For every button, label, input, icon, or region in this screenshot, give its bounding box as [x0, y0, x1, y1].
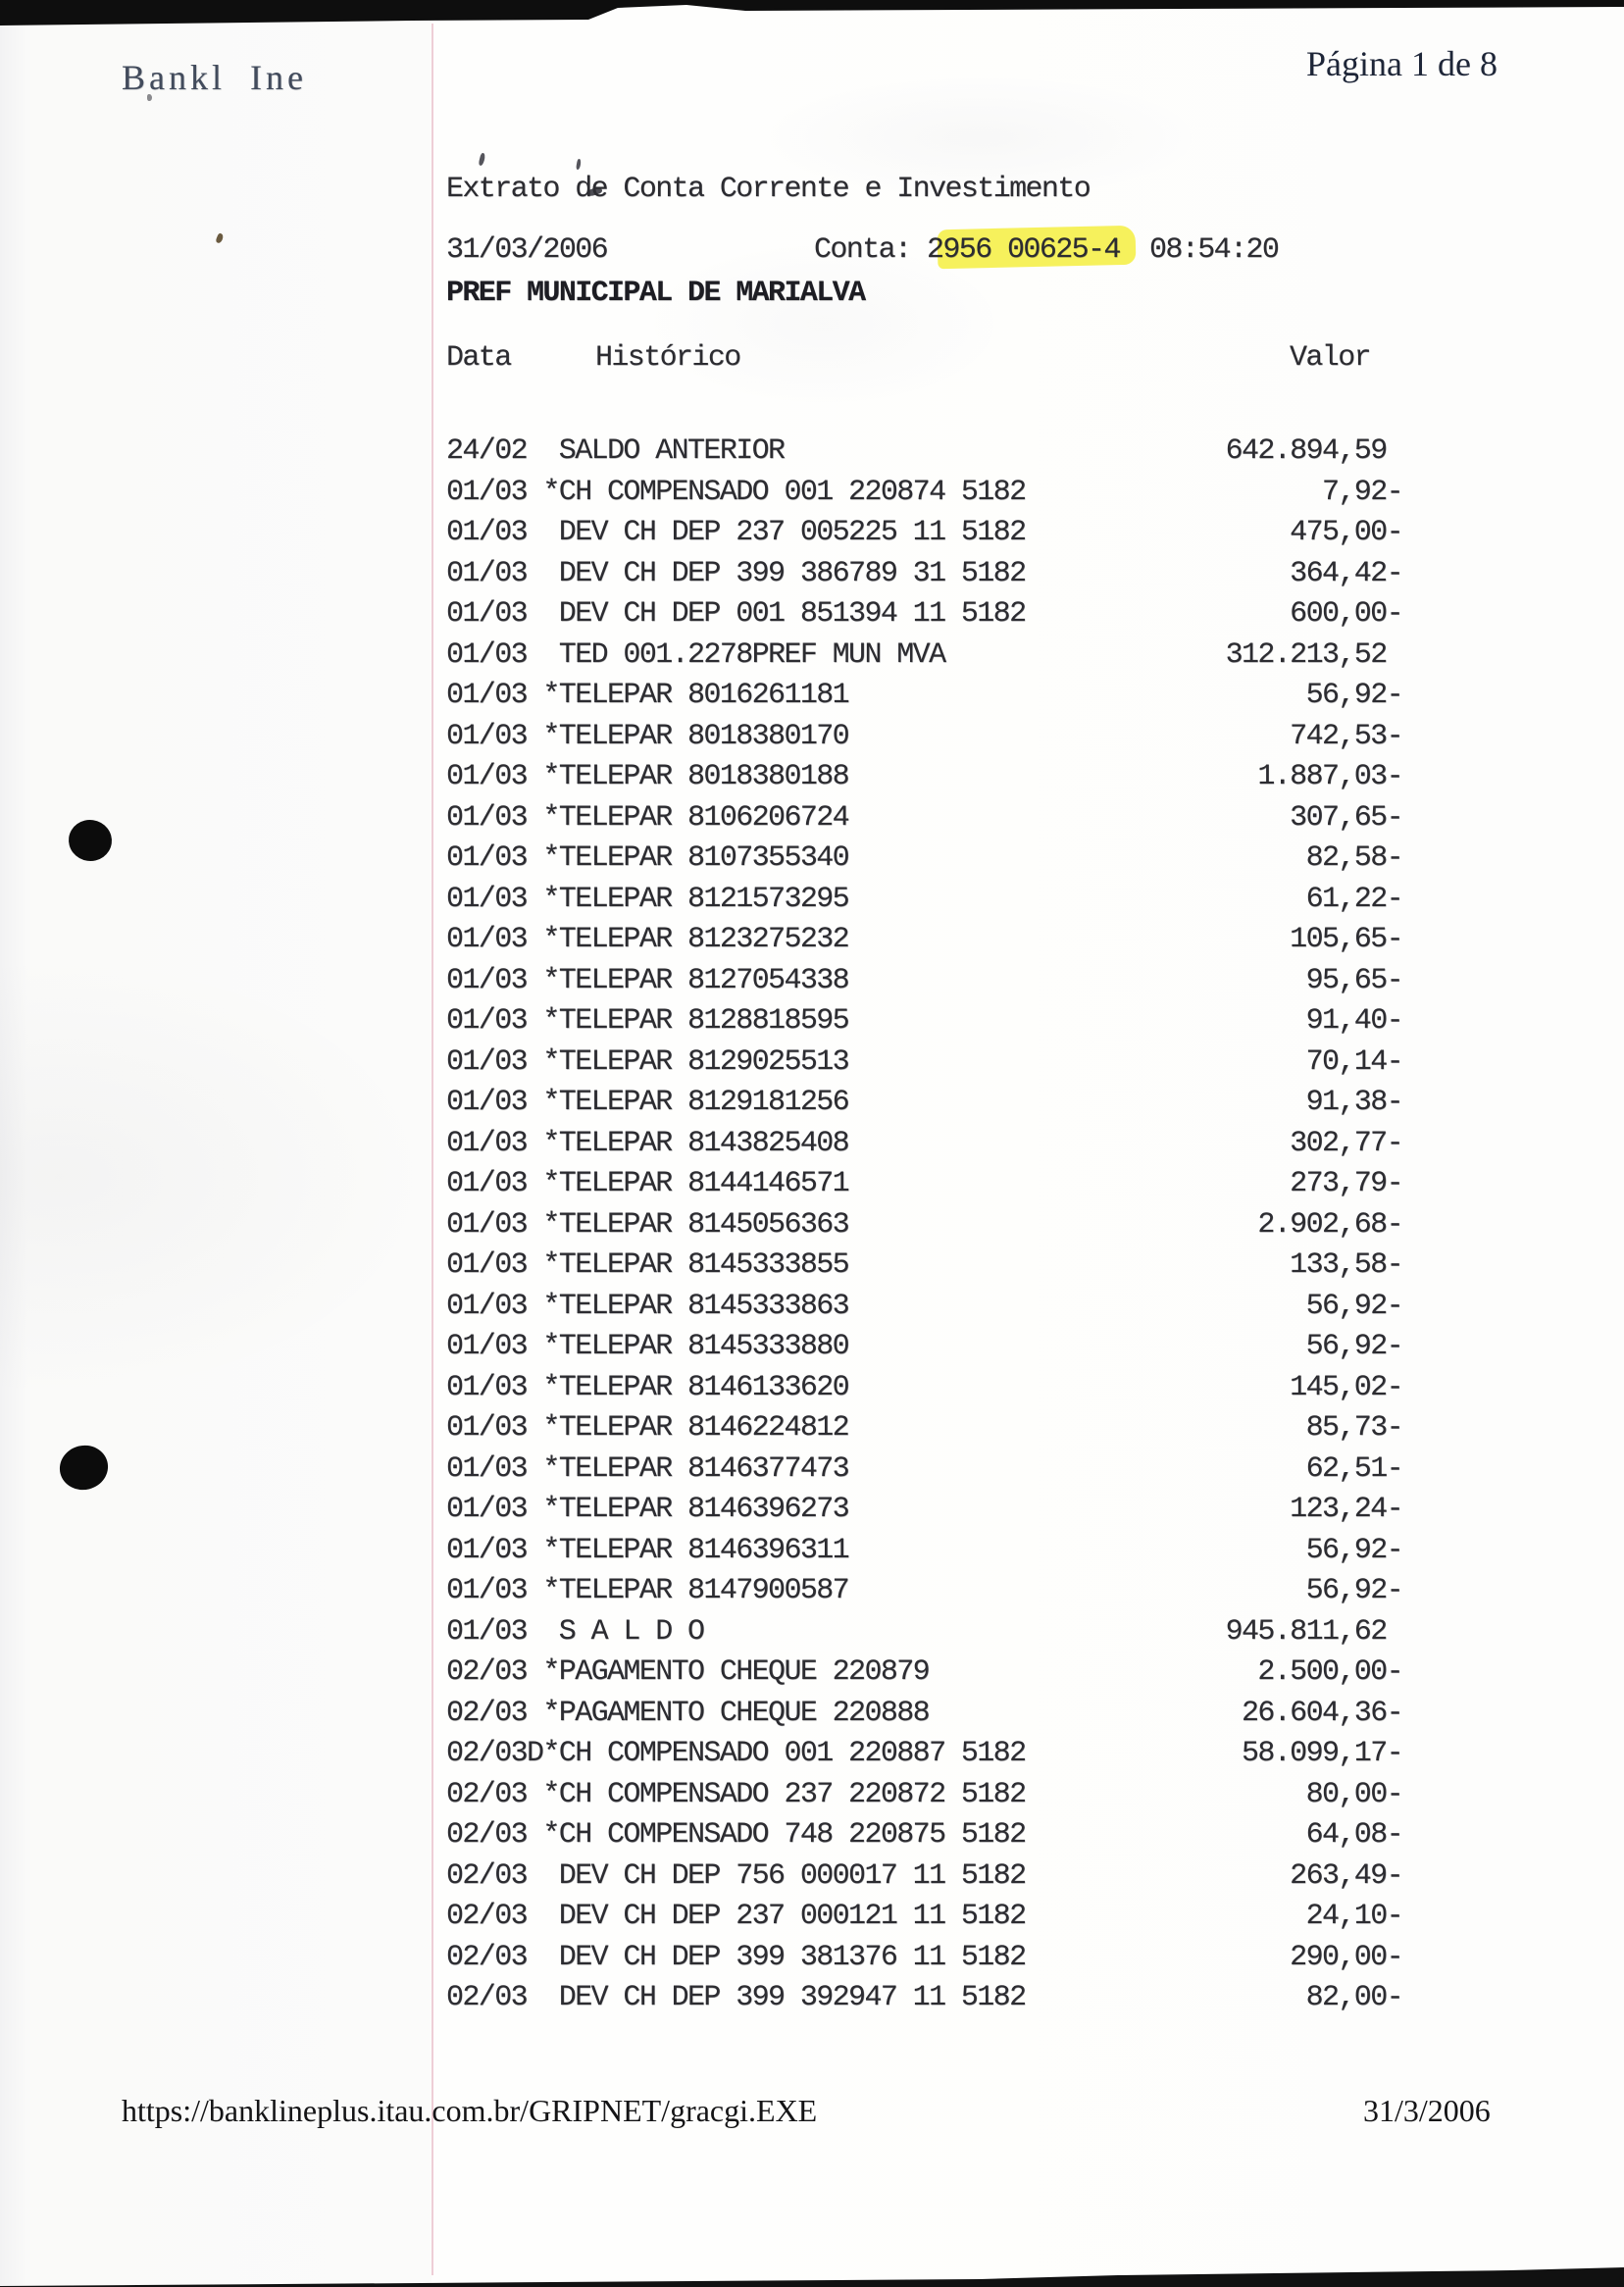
transaction-description: SALDO ANTERIOR	[527, 434, 785, 468]
transaction-description: *TELEPAR 8146133620	[527, 1370, 849, 1404]
transaction-description: *TELEPAR 8129025513	[527, 1044, 849, 1079]
column-header-data: Data	[446, 341, 511, 375]
table-row	[446, 964, 1402, 1001]
table-row	[446, 1655, 1402, 1693]
table-row	[446, 1004, 1402, 1042]
transaction-description: D*CH COMPENSADO 001 220887 5182	[527, 1737, 1026, 1770]
table-row	[446, 638, 1402, 676]
transaction-description: *CH COMPENSADO 237 220872 5182	[527, 1777, 1026, 1811]
table-row	[446, 1493, 1402, 1530]
statement-time: 08:54:20	[1149, 233, 1279, 267]
transaction-description: DEV CH DEP 399 392947 11 5182	[527, 1981, 1026, 2014]
scan-speck	[576, 159, 582, 171]
table-row	[446, 1941, 1402, 1978]
transaction-description: *TELEPAR 8018380188	[527, 760, 849, 793]
transaction-description: *TELEPAR 8106206724	[527, 800, 849, 835]
transaction-value: 600,00-	[1290, 597, 1402, 631]
table-row	[446, 883, 1402, 920]
transaction-description: *TELEPAR 8145333855	[527, 1248, 849, 1282]
transaction-value: 58.099,17-	[1241, 1737, 1402, 1770]
transaction-description: *TELEPAR 8145056363	[527, 1207, 849, 1242]
transaction-date: 02/03	[446, 1940, 528, 1974]
transaction-date: 01/03	[446, 1044, 528, 1079]
table-row	[446, 434, 1402, 472]
transaction-description: *TELEPAR 8016261181	[527, 679, 849, 712]
table-row	[446, 557, 1402, 594]
table-row	[446, 1371, 1402, 1408]
print-date: 31/3/2006	[1363, 2093, 1491, 2128]
transaction-date: 01/03	[446, 1614, 528, 1649]
transaction-description: *PAGAMENTO CHEQUE 220879	[527, 1655, 930, 1689]
transaction-value: 364,42-	[1290, 556, 1402, 590]
column-header-valor: Valor	[1290, 341, 1371, 375]
column-header-historico: Histórico	[595, 341, 740, 375]
transaction-date: 01/03	[446, 556, 528, 590]
bankline-logo: Bankl Ine	[122, 58, 307, 97]
transaction-value: 56,92-	[1305, 679, 1402, 712]
table-row	[446, 1900, 1402, 1937]
transaction-date: 02/03	[446, 1858, 528, 1893]
transaction-value: 56,92-	[1305, 1533, 1402, 1567]
table-row	[446, 1534, 1402, 1571]
transaction-value: 70,14-	[1305, 1044, 1402, 1079]
transaction-value: 307,65-	[1290, 800, 1402, 835]
transaction-date: 01/03	[446, 1207, 528, 1242]
transaction-date: 01/03	[446, 1004, 528, 1038]
transaction-date: 01/03	[446, 1533, 528, 1567]
transaction-date: 01/03	[446, 1493, 528, 1526]
table-row	[446, 476, 1402, 513]
transaction-value: 91,38-	[1305, 1086, 1402, 1119]
transaction-date: 02/03	[446, 1655, 528, 1689]
table-row	[446, 1045, 1402, 1083]
transaction-date: 01/03	[446, 597, 528, 631]
transaction-description: *PAGAMENTO CHEQUE 220888	[527, 1696, 930, 1730]
statement-title: Extrato de Conta Corrente e Investimento	[446, 173, 1091, 206]
transaction-date: 01/03	[446, 841, 528, 875]
transaction-date: 01/03	[446, 1330, 528, 1363]
transaction-value: 61,22-	[1305, 882, 1402, 916]
transaction-description: *TELEPAR 8146396311	[527, 1533, 849, 1567]
transaction-value: 302,77-	[1290, 1126, 1402, 1160]
hole-punch-mark	[55, 1441, 113, 1496]
account-label: Conta:	[814, 233, 911, 267]
transaction-date: 01/03	[446, 923, 528, 956]
table-row	[446, 760, 1402, 797]
table-row	[446, 1737, 1402, 1774]
transaction-date: 01/03	[446, 1289, 528, 1323]
transaction-description: *TELEPAR 8123275232	[527, 923, 849, 956]
transaction-value: 642.894,59	[1225, 434, 1402, 468]
transaction-description: *TELEPAR 8146224812	[527, 1411, 849, 1445]
table-row	[446, 1330, 1402, 1367]
transaction-date: 02/03	[446, 1900, 528, 1933]
transaction-date: 01/03	[446, 475, 528, 509]
transaction-value: 2.902,68-	[1257, 1207, 1402, 1242]
transaction-description: DEV CH DEP 756 000017 11 5182	[527, 1858, 1026, 1893]
table-row	[446, 1697, 1402, 1734]
transaction-description: DEV CH DEP 399 386789 31 5182	[527, 556, 1026, 590]
transaction-value: 290,00-	[1290, 1940, 1402, 1974]
transaction-description: S A L D O	[527, 1614, 704, 1649]
transaction-value: 475,00-	[1290, 516, 1402, 549]
table-row	[446, 1778, 1402, 1815]
transaction-date: 01/03	[446, 760, 528, 793]
account-holder: PREF MUNICIPAL DE MARIALVA	[446, 277, 865, 310]
transaction-value: 64,08-	[1305, 1818, 1402, 1852]
table-row	[446, 720, 1402, 757]
transaction-description: *TELEPAR 8129181256	[527, 1086, 849, 1119]
transaction-value: 312.213,52	[1225, 637, 1402, 672]
transaction-value: 91,40-	[1305, 1004, 1402, 1038]
transaction-date: 01/03	[446, 1248, 528, 1282]
table-row	[446, 1981, 1402, 2018]
transaction-value: 742,53-	[1290, 719, 1402, 753]
transaction-date: 01/03	[446, 963, 528, 997]
transaction-value: 95,65-	[1305, 963, 1402, 997]
transaction-date: 01/03	[446, 1574, 528, 1607]
transaction-date: 02/03	[446, 1737, 528, 1770]
table-row	[446, 1411, 1402, 1448]
account-number: 2956 00625-4	[927, 233, 1120, 267]
transaction-date: 02/03	[446, 1818, 528, 1852]
transaction-value: 62,51-	[1305, 1451, 1402, 1486]
transaction-value: 945.811,62	[1225, 1614, 1402, 1649]
transaction-description: DEV CH DEP 399 381376 11 5182	[527, 1940, 1026, 1974]
scan-artifact-top-edge	[0, 0, 1624, 29]
transaction-date: 01/03	[446, 882, 528, 916]
transaction-date: 01/03	[446, 1167, 528, 1200]
transaction-description: DEV CH DEP 237 000121 11 5182	[527, 1900, 1026, 1933]
transaction-description: *TELEPAR 8144146571	[527, 1167, 849, 1200]
transaction-description: *TELEPAR 8143825408	[527, 1126, 849, 1160]
transaction-value: 56,92-	[1305, 1289, 1402, 1323]
transaction-date: 02/03	[446, 1981, 528, 2014]
transaction-description: *CH COMPENSADO 748 220875 5182	[527, 1818, 1026, 1852]
transaction-value: 82,58-	[1305, 841, 1402, 875]
transaction-value: 26.604,36-	[1241, 1696, 1402, 1730]
transaction-value: 105,65-	[1290, 923, 1402, 956]
source-url: https://banklineplus.itau.com.br/GRIPNET/gracgi.EXE	[122, 2093, 818, 2128]
transaction-description: *TELEPAR 8128818595	[527, 1004, 849, 1038]
table-row	[446, 1818, 1402, 1855]
scan-artifact-bottom-edge	[0, 2267, 1624, 2287]
table-row	[446, 679, 1402, 716]
transaction-description: DEV CH DEP 237 005225 11 5182	[527, 516, 1026, 549]
transaction-date: 01/03	[446, 1370, 528, 1404]
hole-punch-mark	[66, 817, 114, 864]
transaction-value: 263,49-	[1290, 1858, 1402, 1893]
table-row	[446, 1574, 1402, 1611]
transaction-value: 273,79-	[1290, 1167, 1402, 1200]
transaction-description: *TELEPAR 8147900587	[527, 1574, 849, 1607]
table-row	[446, 1167, 1402, 1204]
transaction-description: *TELEPAR 8127054338	[527, 963, 849, 997]
transaction-value: 133,58-	[1290, 1248, 1402, 1282]
table-row	[446, 1859, 1402, 1897]
transaction-date: 01/03	[446, 1411, 528, 1445]
table-row	[446, 1086, 1402, 1123]
table-row	[446, 923, 1402, 960]
page-indicator: Página 1 de 8	[1306, 44, 1497, 83]
transaction-description: *TELEPAR 8146396273	[527, 1493, 849, 1526]
transaction-description: *TELEPAR 8107355340	[527, 841, 849, 875]
statement-date: 31/03/2006	[446, 233, 608, 267]
transaction-description: *TELEPAR 8145333880	[527, 1330, 849, 1363]
transaction-value: 123,24-	[1290, 1493, 1402, 1526]
transaction-description: TED 001.2278PREF MUN MVA	[527, 637, 945, 672]
transaction-date: 02/03	[446, 1696, 528, 1730]
table-row	[446, 1615, 1402, 1652]
transaction-description: *TELEPAR 8145333863	[527, 1289, 849, 1323]
transaction-date: 01/03	[446, 516, 528, 549]
transaction-table	[446, 434, 1402, 2023]
transaction-value: 56,92-	[1305, 1574, 1402, 1607]
transaction-date: 02/03	[446, 1777, 528, 1811]
table-row	[446, 516, 1402, 553]
transaction-date: 01/03	[446, 637, 528, 672]
table-row	[446, 1127, 1402, 1164]
table-row	[446, 801, 1402, 839]
transaction-date: 24/02	[446, 434, 528, 468]
transaction-value: 1.887,03-	[1257, 760, 1402, 793]
transaction-description: *TELEPAR 8146377473	[527, 1451, 849, 1486]
transaction-description: *CH COMPENSADO 001 220874 5182	[527, 475, 1026, 509]
table-row	[446, 597, 1402, 635]
table-row	[446, 841, 1402, 879]
transaction-value: 2.500,00-	[1257, 1655, 1402, 1689]
scan-speck	[479, 153, 486, 167]
transaction-date: 01/03	[446, 719, 528, 753]
transaction-value: 85,73-	[1305, 1411, 1402, 1445]
transaction-value: 80,00-	[1305, 1777, 1402, 1811]
transaction-value: 24,10-	[1305, 1900, 1402, 1933]
transaction-description: DEV CH DEP 001 851394 11 5182	[527, 597, 1026, 631]
table-header	[0, 341, 1624, 381]
table-row	[446, 1248, 1402, 1286]
transaction-description: *TELEPAR 8018380170	[527, 719, 849, 753]
transaction-value: 82,00-	[1305, 1981, 1402, 2014]
transaction-date: 01/03	[446, 800, 528, 835]
transaction-date: 01/03	[446, 1086, 528, 1119]
transaction-value: 145,02-	[1290, 1370, 1402, 1404]
table-row	[446, 1452, 1402, 1490]
transaction-value: 56,92-	[1305, 1330, 1402, 1363]
transaction-date: 01/03	[446, 1126, 528, 1160]
statement-meta-line	[0, 233, 1624, 273]
transaction-date: 01/03	[446, 679, 528, 712]
table-row	[446, 1290, 1402, 1327]
transaction-description: *TELEPAR 8121573295	[527, 882, 849, 916]
table-row	[446, 1208, 1402, 1245]
transaction-date: 01/03	[446, 1451, 528, 1486]
transaction-value: 7,92-	[1321, 475, 1402, 509]
